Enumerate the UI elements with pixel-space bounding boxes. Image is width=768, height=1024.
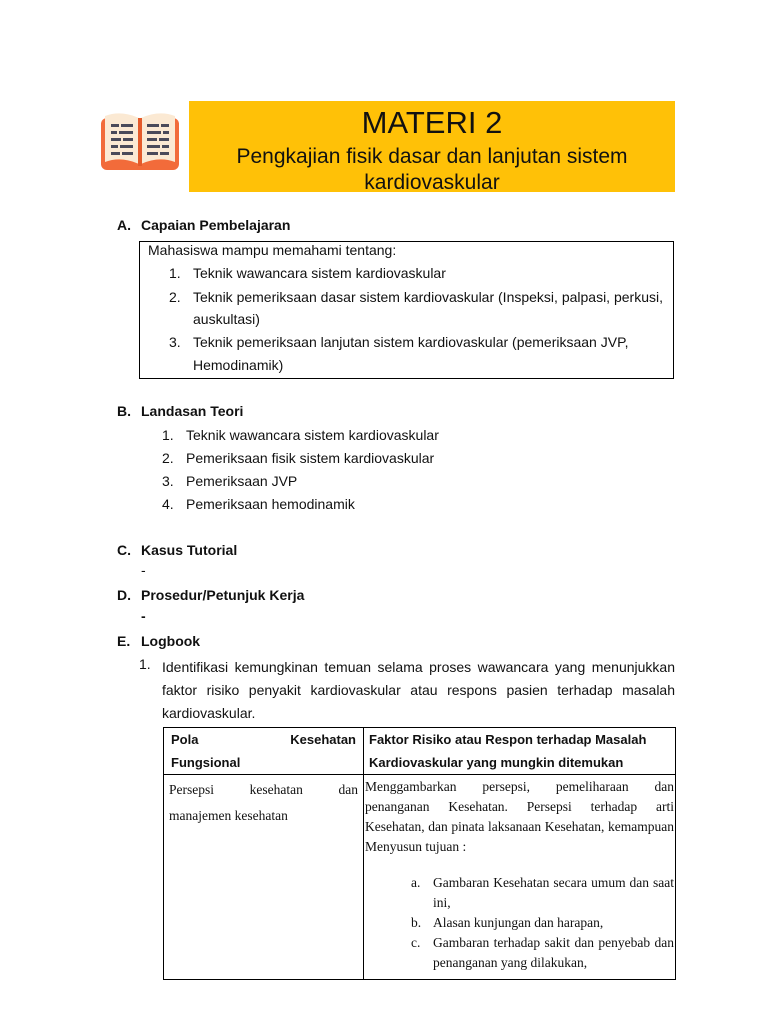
section-title: Kasus Tutorial	[141, 542, 238, 558]
list-item: Teknik pemeriksaan dasar sistem kardiovaskular (Inspeksi, palpasi, perkusi,	[193, 289, 663, 305]
list-number: 2.	[169, 289, 181, 305]
section-d-content: -	[141, 608, 146, 624]
list-number: 3.	[162, 473, 174, 489]
list-number: 1.	[162, 427, 174, 443]
pola-table	[163, 727, 676, 980]
list-letter: b.	[411, 915, 422, 930]
table-header-cell	[364, 728, 676, 775]
table-row	[164, 775, 676, 980]
list-number: 4.	[162, 496, 174, 512]
list-item-continuation: Hemodinamik)	[193, 357, 284, 373]
logbook-item-text: Identifikasi kemungkinan temuan selama proses wawancara yang menunjukkan faktor risiko penyakit kardiovaskular atau respons pasien terhadap masalah kardiovaskular.	[162, 659, 675, 721]
section-b-heading	[117, 403, 243, 419]
open-book-icon	[99, 110, 181, 172]
list-letter: c.	[411, 935, 421, 950]
section-letter: D.	[117, 587, 131, 603]
header-line: Kardiovaskular yang mungkin ditemukan	[369, 755, 624, 770]
list-item-continuation: auskultasi)	[193, 311, 260, 327]
list-item: Teknik wawancara sistem kardiovaskular	[193, 265, 446, 281]
list-number: 1.	[139, 656, 151, 672]
list-item: Pemeriksaan hemodinamik	[186, 496, 355, 512]
page-subtitle: Pengkajian fisik dasar dan lanjutan sistem kardiovaskular	[236, 145, 628, 194]
header-word: Pola	[171, 732, 199, 747]
table-header-row	[164, 728, 676, 775]
section-d-heading	[117, 587, 304, 603]
list-item-text: Gambaran Kesehatan secara umum dan saat ini,	[433, 875, 674, 910]
list-item-text: Alasan kunjungan dan harapan,	[433, 915, 604, 930]
section-letter: B.	[117, 403, 131, 419]
section-c-heading	[117, 542, 237, 558]
section-e-heading	[117, 633, 200, 649]
list-item-text: Gambaran terhadap sakit dan penyebab dan penanganan yang dilakukan,	[433, 935, 674, 970]
list-item	[365, 933, 674, 973]
header-word: Fungsional	[171, 755, 241, 770]
cell-text: Persepsi kesehatan dan manajemen kesehatan	[169, 782, 358, 823]
section-title: Logbook	[141, 633, 201, 649]
cell-text: Menggambarkan persepsi, pemeliharaan dan penanganan Kesehatan. Persepsi terhadap arti Kesehatan, dan pinata laksanaan Kesehatan, kemampuan Menyusun tujuan :	[365, 779, 674, 854]
section-title: Prosedur/Petunjuk Kerja	[141, 587, 305, 603]
capaian-intro: Mahasiswa mampu memahami tentang:	[148, 242, 397, 258]
list-item: Teknik pemeriksaan lanjutan sistem kardiovaskular (pemeriksaan JVP,	[193, 334, 629, 350]
page-title: MATERI 2	[361, 105, 503, 140]
list-number: 2.	[162, 450, 174, 466]
list-item: Teknik wawancara sistem kardiovaskular	[186, 427, 439, 443]
list-letter: a.	[411, 875, 421, 890]
table-cell	[164, 775, 364, 980]
list-number: 1.	[169, 265, 181, 281]
header-word: Kesehatan	[290, 732, 356, 747]
section-a-heading	[117, 217, 290, 233]
table-cell	[364, 775, 676, 980]
section-title: Capaian Pembelajaran	[141, 217, 291, 233]
list-number: 3.	[169, 334, 181, 350]
section-c-content: -	[141, 562, 146, 578]
section-letter: C.	[117, 542, 131, 558]
section-letter: E.	[117, 633, 131, 649]
table-header-cell	[164, 728, 364, 775]
section-title: Landasan Teori	[141, 403, 244, 419]
list-item: Pemeriksaan fisik sistem kardiovaskular	[186, 450, 435, 466]
section-letter: A.	[117, 217, 131, 233]
header-line: Faktor Risiko atau Respon terhadap Masalah	[369, 732, 647, 747]
list-item	[365, 913, 674, 933]
list-item: Pemeriksaan JVP	[186, 473, 298, 489]
list-item	[365, 873, 674, 913]
header-banner	[189, 101, 675, 192]
